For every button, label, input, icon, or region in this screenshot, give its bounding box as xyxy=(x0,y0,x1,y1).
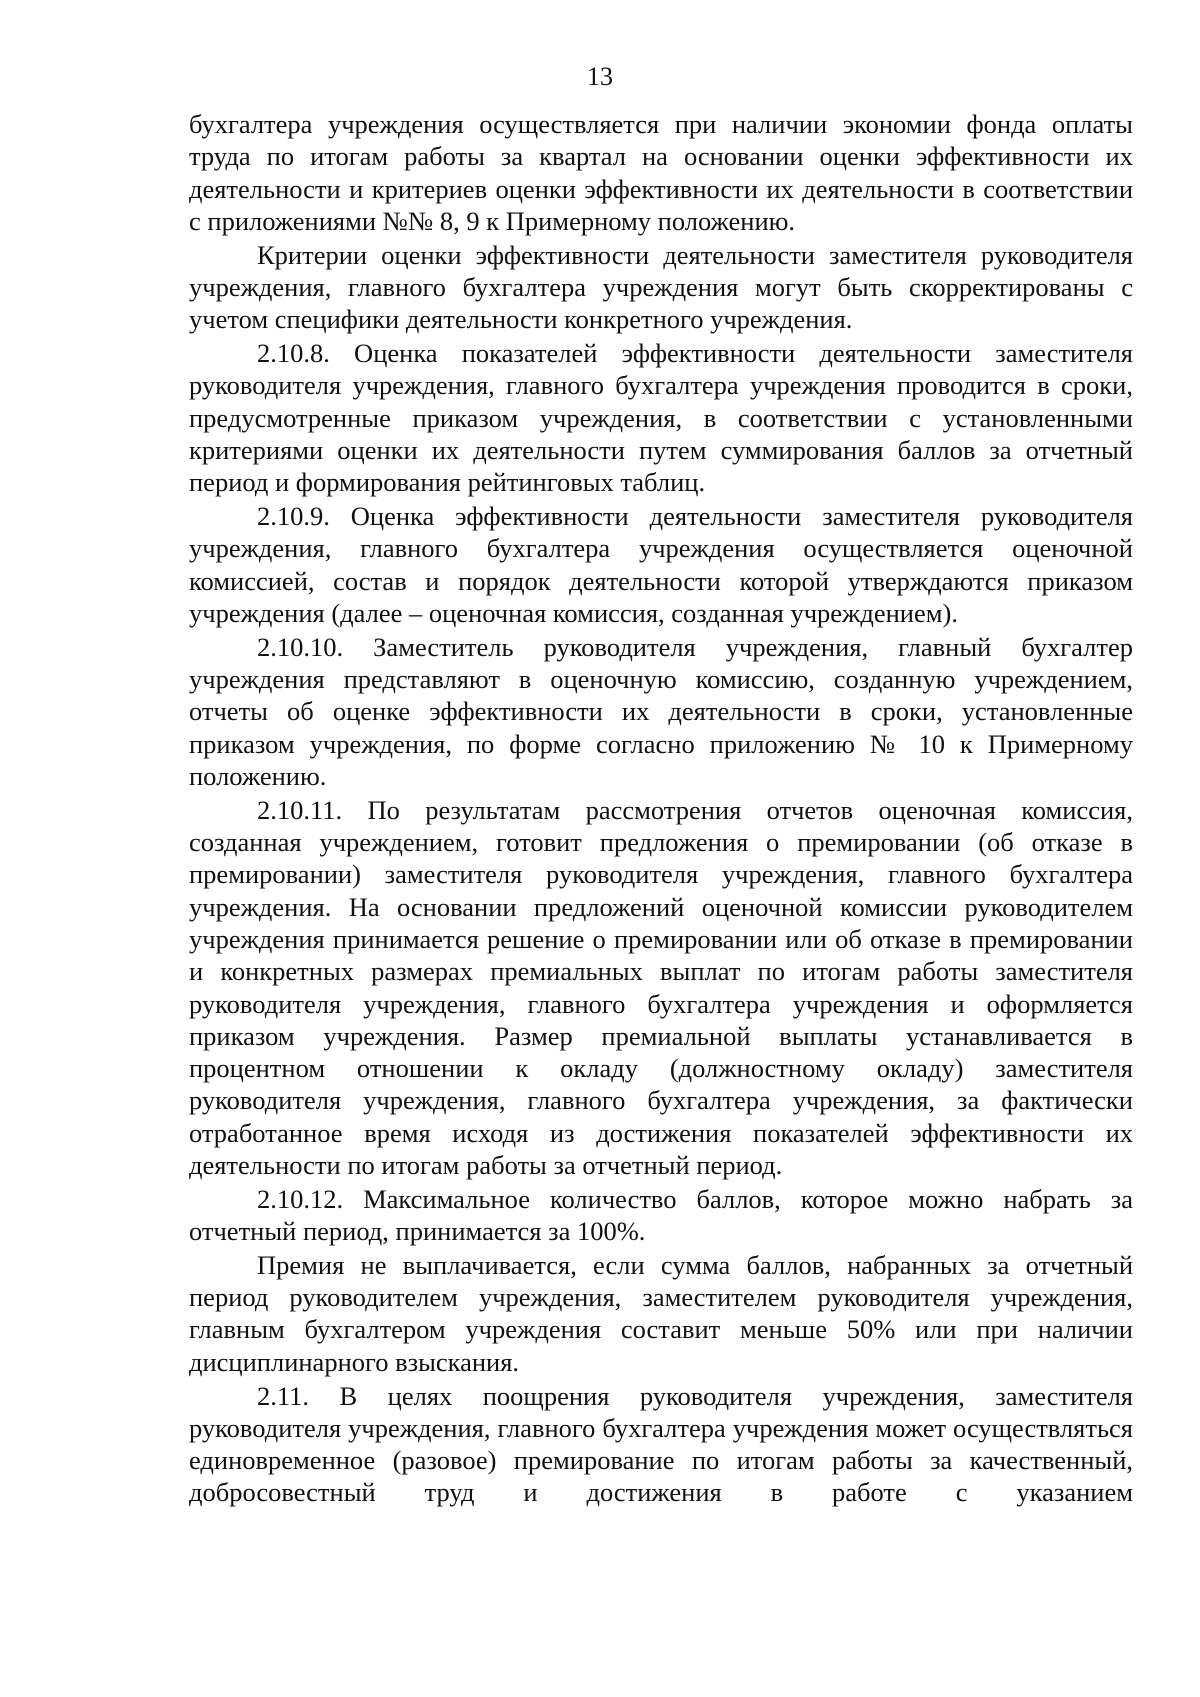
paragraph-2-10-8: 2.10.8. Оценка показателей эффективности деятельности заместителя руководителя учреждения, главного бухгалтера учреждения проводится в сроки, предусмотренные приказом учреждения, в соответствии с установленными критериями оценки их деятельности путем суммирования баллов за отчетный период и формирования рейтинговых таблиц. xyxy=(189,338,1133,498)
paragraph-criteria: Критерии оценки эффективности деятельности заместителя руководителя учреждения, главного бухгалтера учреждения могут быть скорректированы с учетом специфики деятельности конкретного учреждения. xyxy=(189,239,1133,335)
document-body xyxy=(189,108,1133,1510)
paragraph-2-10-10: 2.10.10. Заместитель руководителя учреждения, главный бухгалтер учреждения представляют в оценочную комиссию, созданную учреждением, отчеты об оценке эффективности их деятельности в сроки, установленные приказом учреждения, по форме согласно приложению № 10 к Примерному положению. xyxy=(189,631,1133,791)
page-number: 13 xyxy=(587,62,613,91)
paragraph-2-10-9: 2.10.9. Оценка эффективности деятельности заместителя руководителя учреждения, главного бухгалтера учреждения осуществляется оценочной комиссией, состав и порядок деятельности которой утверждаются приказом учреждения (далее – оценочная комиссия, созданная учреждением). xyxy=(189,501,1133,628)
paragraph-bonus-not-paid: Премия не выплачивается, если сумма баллов, набранных за отчетный период руководителем учреждения, заместителем руководителя учреждения, главным бухгалтером учреждения составит меньше 50% или при наличии дисциплинарного взыскания. xyxy=(189,1249,1133,1377)
paragraph-2-10-11: 2.10.11. По результатам рассмотрения отчетов оценочная комиссия, созданная учреждением, готовит предложения о премировании (об отказе в премировании) заместителя руководителя учреждения, главного бухгалтера учреждения. На основании предложений оценочной комиссии руководителем учреждения принимается решение о премировании или об отказе в премировании и конкретных размерах премиальных выплат по итогам работы заместителя руководителя учреждения, главного бухгалтера учреждения и оформляется приказом учреждения. Размер премиальной выплаты устанавливается в процентном отношении к окладу (должностному окладу) заместителя руководителя учреждения, главного бухгалтера учреждения, за фактически отработанное время исходя из достижения показателей эффективности их деятельности по итогам работы за отчетный период. xyxy=(189,794,1133,1180)
paragraph-continuation: бухгалтера учреждения осуществляется при наличии экономии фонда оплаты труда по итогам работы за квартал на основании оценки эффективности их деятельности и критериев оценки эффективности их деятельности в соответствии с приложениями №№ 8, 9 к Примерному положению. xyxy=(189,109,1133,236)
paragraph-2-10-12: 2.10.12. Максимальное количество баллов, которое можно набрать за отчетный период, принимается за 100%. xyxy=(189,1183,1133,1247)
paragraph-2-11: 2.11. В целях поощрения руководителя учреждения, заместителя руководителя учреждения, главного бухгалтера учреждения может осуществляться единовременное (разовое) премирование по итогам работы за качественный, добросовестный труд и достижения в работе с указанием xyxy=(189,1380,1133,1508)
